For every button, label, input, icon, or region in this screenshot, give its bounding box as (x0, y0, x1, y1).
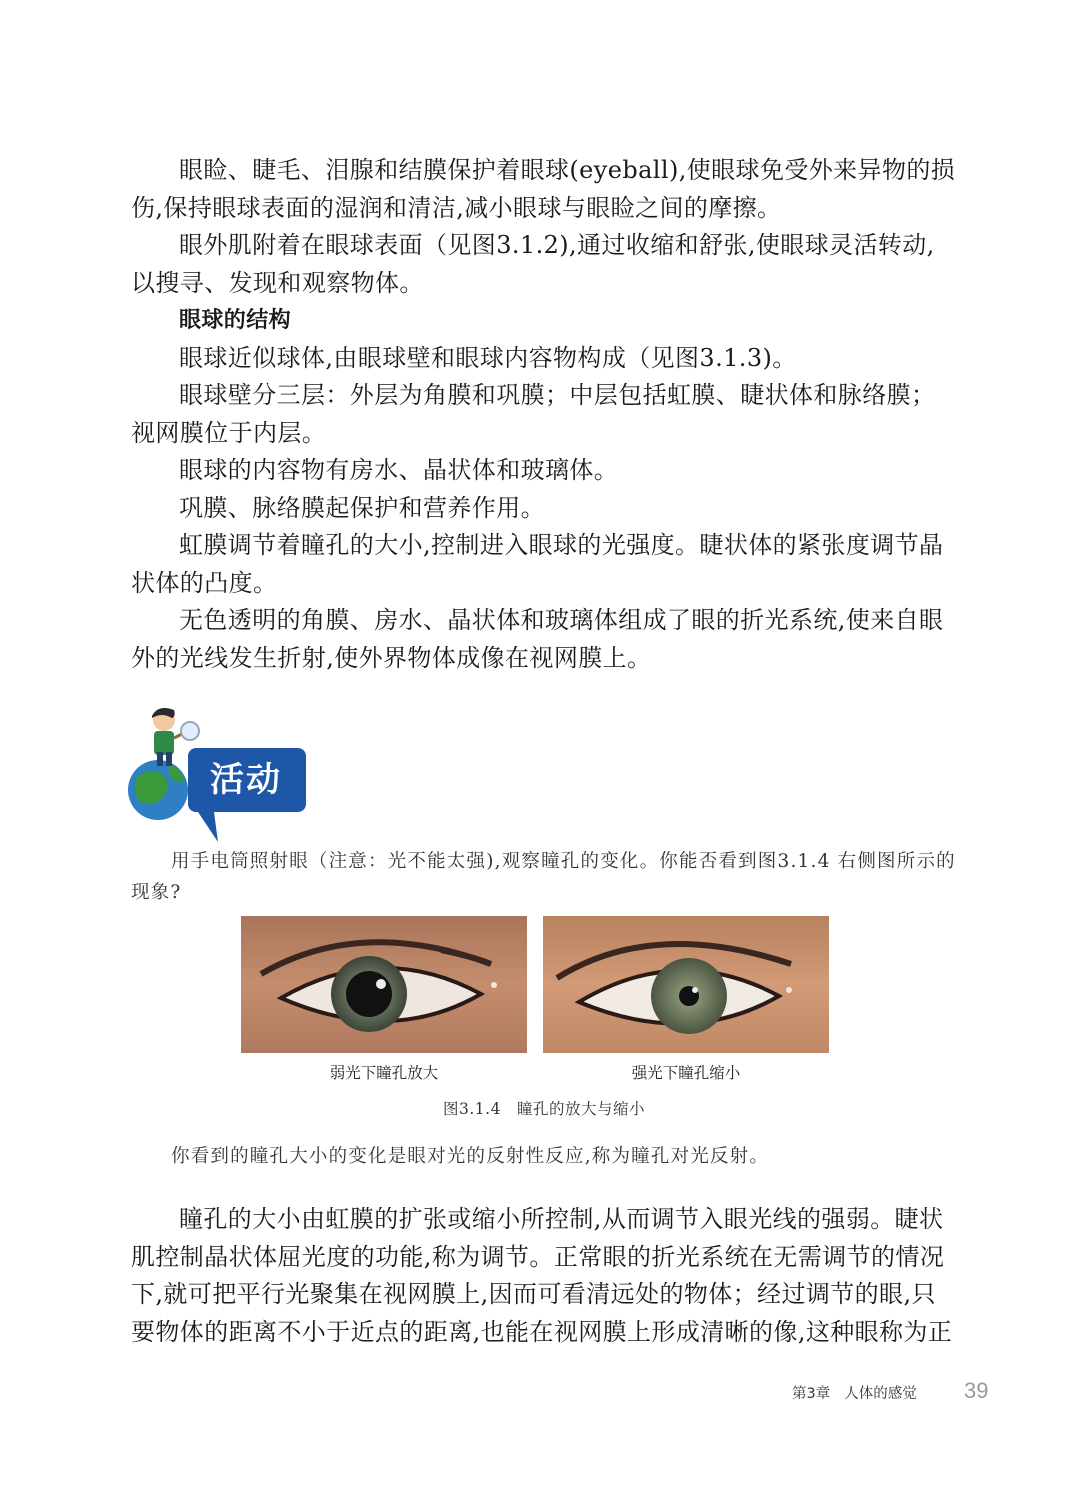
figure-title: 瞳孔的放大与缩小 (516, 1100, 645, 1118)
footer-chapter (792, 1382, 917, 1403)
main-text-lower (131, 1201, 958, 1351)
photo-dilated-pupil (241, 916, 527, 1053)
figure-number: 图3.1.4 (443, 1100, 501, 1118)
paragraph: 眼球壁分三层：外层为角膜和巩膜；中层包括虹膜、睫状体和脉络膜；视网膜位于内层。 (131, 381, 936, 447)
paragraph: 眼球的内容物有房水、晶状体和玻璃体。 (179, 456, 619, 484)
section-heading: 眼球的结构 (179, 308, 292, 333)
paragraph: 巩膜、脉络膜起保护和营养作用。 (179, 493, 545, 522)
magnifier-icon (181, 722, 199, 740)
boy-body (154, 731, 174, 755)
activity-badge (128, 704, 308, 846)
bubble-tail (198, 812, 218, 842)
paragraph: 眼外肌附着在眼球表面（见图3.1.2),通过收缩和舒张,使眼球灵活转动,以搜寻、发现和观察物体。 (131, 231, 935, 297)
paragraph: 无色透明的角膜、房水、晶状体和玻璃体组成了眼的折光系统,使来自眼外的光线发生折射,使外界物体成像在视网膜上。 (131, 606, 944, 672)
paragraph: 虹膜调节着瞳孔的大小,控制进入眼球的光强度。睫状体的紧张度调节晶状体的凸度。 (131, 531, 944, 597)
caption-dilated: 弱光下瞳孔放大 (329, 1064, 439, 1082)
eye-dilated-image (241, 916, 527, 1053)
caption-constricted: 强光下瞳孔缩小 (631, 1064, 741, 1082)
chapter-title: 人体的感觉 (844, 1386, 917, 1402)
activity-conclusion (131, 1141, 958, 1172)
activity-instructions (131, 846, 958, 908)
paragraph: 眼睑、睫毛、泪腺和结膜保护着眼球(eyeball),使眼球免受外来异物的损伤,保持眼球表面的湿润和清洁,减小眼球与眼睑之间的摩擦。 (131, 156, 956, 222)
paragraph: 瞳孔的大小由虹膜的扩张或缩小所控制,从而调节入眼光线的强弱。睫状肌控制晶状体屈光度的功能,称为调节。正常眼的折光系统在无需调节的情况下,就可把平行光聚集在视网膜上,因而可看清远处的物体；经过调节的眼,只要物体的距离不小于近点的距离,也能在视网膜上形成清晰的像,这种眼称为正 (131, 1205, 953, 1346)
photo-constricted-pupil (543, 916, 829, 1053)
activity-result-text: 你看到的瞳孔大小的变化是眼对光的反射性反应,称为瞳孔对光反射。 (171, 1146, 770, 1167)
page-number: 39 (964, 1378, 989, 1403)
activity-title: 活动 (210, 760, 282, 800)
paragraph: 眼球近似球体,由眼球壁和眼球内容物构成（见图3.1.3)。 (179, 343, 797, 372)
figure-caption (0, 1097, 1088, 1119)
activity-intro-text: 用手电筒照射眼（注意：光不能太强),观察瞳孔的变化。你能否看到图3.1.4 右侧图所示的现象? (131, 851, 956, 903)
chapter-number: 第3章 (792, 1386, 831, 1402)
main-text-upper (131, 152, 958, 677)
eye-constricted-image (543, 916, 829, 1053)
